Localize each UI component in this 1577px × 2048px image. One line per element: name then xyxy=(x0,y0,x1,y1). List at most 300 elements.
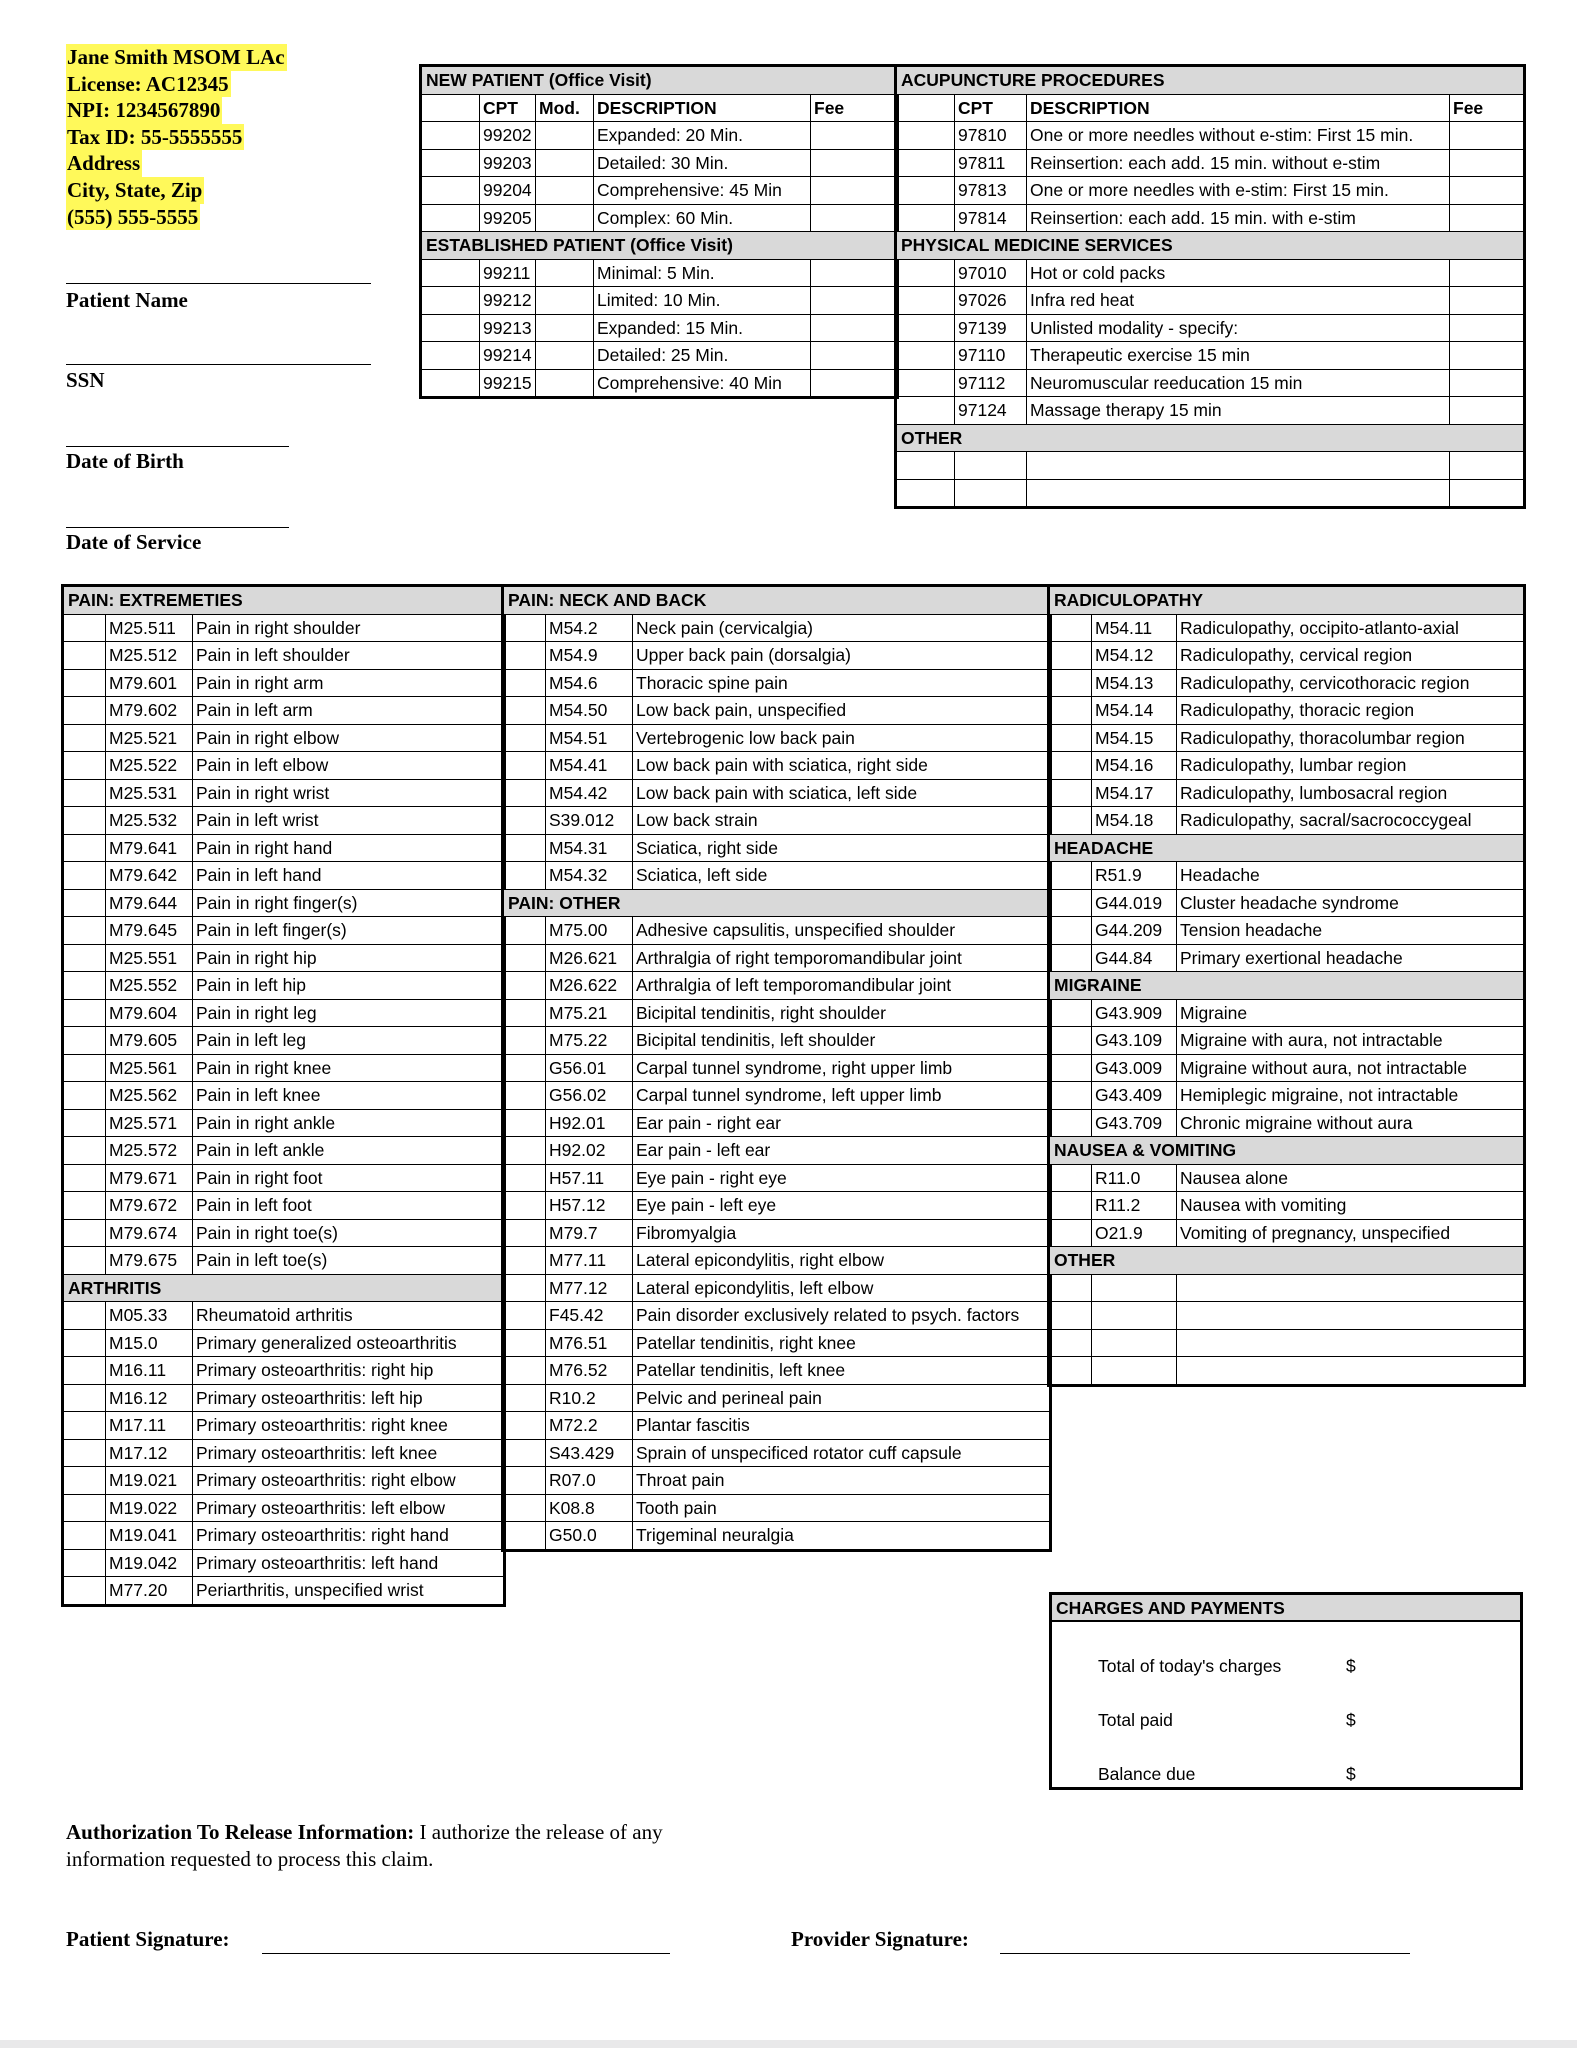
code-cell: M54.9 xyxy=(546,642,633,670)
code-row[interactable] xyxy=(64,697,504,725)
checkbox-cell[interactable] xyxy=(504,1164,546,1192)
checkbox-cell[interactable] xyxy=(1050,1082,1092,1110)
checkbox-cell[interactable] xyxy=(1050,724,1092,752)
code-row[interactable] xyxy=(504,1357,1050,1385)
code-row[interactable] xyxy=(64,1192,504,1220)
checkbox-cell[interactable] xyxy=(64,944,106,972)
description-cell: Carpal tunnel syndrome, left upper limb xyxy=(633,1082,1050,1110)
code-row[interactable] xyxy=(897,397,1524,425)
total-paid-value[interactable]: $ xyxy=(1346,1710,1356,1730)
blank-fee-cell[interactable] xyxy=(1450,452,1524,480)
blank-code-cell[interactable] xyxy=(955,479,1027,507)
checkbox-cell[interactable] xyxy=(504,1109,546,1137)
code-row[interactable] xyxy=(1050,1164,1524,1192)
code-row[interactable] xyxy=(64,1109,504,1137)
code-row[interactable] xyxy=(64,1467,504,1495)
dob-line[interactable] xyxy=(66,446,289,447)
code-row[interactable] xyxy=(64,1082,504,1110)
blank-code-cell[interactable] xyxy=(1092,1302,1177,1330)
checkbox-cell[interactable] xyxy=(64,1412,106,1440)
blank-check-cell[interactable] xyxy=(1050,1329,1092,1357)
checkbox-cell[interactable] xyxy=(64,834,106,862)
checkbox-cell[interactable] xyxy=(1050,779,1092,807)
fee-cell[interactable] xyxy=(811,342,897,370)
checkbox-cell[interactable] xyxy=(897,177,955,205)
blank-row[interactable] xyxy=(1050,1302,1524,1330)
code-row[interactable] xyxy=(64,614,504,642)
blank-row[interactable] xyxy=(1050,1274,1524,1302)
blank-desc-cell[interactable] xyxy=(1177,1274,1524,1302)
checkbox-cell[interactable] xyxy=(64,614,106,642)
code-row[interactable] xyxy=(64,834,504,862)
code-row[interactable] xyxy=(64,669,504,697)
checkbox-cell[interactable] xyxy=(1050,1164,1092,1192)
code-row[interactable] xyxy=(504,917,1050,945)
fee-cell[interactable] xyxy=(1450,397,1524,425)
modifier-cell[interactable] xyxy=(536,149,594,177)
code-cell: M79.605 xyxy=(106,1027,193,1055)
blank-code-cell[interactable] xyxy=(955,452,1027,480)
code-row[interactable] xyxy=(64,917,504,945)
checkbox-cell[interactable] xyxy=(504,1027,546,1055)
checkbox-cell[interactable] xyxy=(64,1549,106,1577)
code-row[interactable] xyxy=(64,724,504,752)
code-row[interactable] xyxy=(897,204,1524,232)
col-cpt: CPT xyxy=(480,94,536,122)
description-cell: Primary osteoarthritis: left knee xyxy=(193,1439,504,1467)
checkbox-cell[interactable] xyxy=(504,697,546,725)
checkbox-cell[interactable] xyxy=(1050,1054,1092,1082)
provider-signature-line[interactable] xyxy=(1000,1953,1410,1954)
description-cell: Vomiting of pregnancy, unspecified xyxy=(1177,1219,1524,1247)
blank-code-cell[interactable] xyxy=(1092,1329,1177,1357)
checkbox-cell[interactable] xyxy=(64,1357,106,1385)
checkbox-cell[interactable] xyxy=(64,642,106,670)
checkbox-cell[interactable] xyxy=(897,204,955,232)
code-row[interactable] xyxy=(64,999,504,1027)
fee-cell[interactable] xyxy=(1450,149,1524,177)
checkbox-cell[interactable] xyxy=(64,1054,106,1082)
fee-cell[interactable] xyxy=(811,314,897,342)
code-row[interactable] xyxy=(504,1384,1050,1412)
checkbox-cell[interactable] xyxy=(422,369,480,397)
blank-desc-cell[interactable] xyxy=(1027,479,1450,507)
code-cell: M25.562 xyxy=(106,1082,193,1110)
code-row[interactable] xyxy=(504,614,1050,642)
description-cell: Pain in left foot xyxy=(193,1192,504,1220)
description-cell: Sciatica, left side xyxy=(633,862,1050,890)
checkbox-cell[interactable] xyxy=(504,614,546,642)
code-row[interactable] xyxy=(504,642,1050,670)
code-row[interactable] xyxy=(1050,1027,1524,1055)
blank-code-cell[interactable] xyxy=(1092,1274,1177,1302)
checkbox-cell[interactable] xyxy=(504,779,546,807)
checkbox-cell[interactable] xyxy=(1050,614,1092,642)
code-row[interactable] xyxy=(1050,669,1524,697)
checkbox-cell[interactable] xyxy=(64,1439,106,1467)
checkbox-cell[interactable] xyxy=(504,1219,546,1247)
code-row[interactable] xyxy=(64,1219,504,1247)
checkbox-cell[interactable] xyxy=(504,807,546,835)
code-row[interactable] xyxy=(64,1577,504,1605)
code-row[interactable] xyxy=(504,669,1050,697)
checkbox-cell[interactable] xyxy=(504,1412,546,1440)
code-row[interactable] xyxy=(1050,917,1524,945)
checkbox-cell[interactable] xyxy=(504,1274,546,1302)
modifier-cell[interactable] xyxy=(536,204,594,232)
fee-cell[interactable] xyxy=(811,177,897,205)
checkbox-cell[interactable] xyxy=(504,917,546,945)
code-row[interactable] xyxy=(897,122,1524,150)
code-row[interactable] xyxy=(504,752,1050,780)
blank-desc-cell[interactable] xyxy=(1177,1302,1524,1330)
code-row[interactable] xyxy=(897,287,1524,315)
code-row[interactable] xyxy=(504,972,1050,1000)
code-row[interactable] xyxy=(1050,1109,1524,1137)
dos-line[interactable] xyxy=(66,527,289,528)
description-cell: Cluster headache syndrome xyxy=(1177,889,1524,917)
code-row[interactable] xyxy=(64,752,504,780)
checkbox-cell[interactable] xyxy=(422,259,480,287)
code-row[interactable] xyxy=(422,369,897,397)
code-cell: M25.561 xyxy=(106,1054,193,1082)
code-row[interactable] xyxy=(1050,642,1524,670)
modifier-cell[interactable] xyxy=(536,122,594,150)
checkbox-cell[interactable] xyxy=(1050,1027,1092,1055)
blank-desc-cell[interactable] xyxy=(1177,1357,1524,1385)
code-row[interactable] xyxy=(504,1247,1050,1275)
blank-check-cell[interactable] xyxy=(1050,1274,1092,1302)
code-cell: M79.645 xyxy=(106,917,193,945)
code-row[interactable] xyxy=(504,1137,1050,1165)
checkbox-cell[interactable] xyxy=(504,1384,546,1412)
code-row[interactable] xyxy=(1050,1082,1524,1110)
code-row[interactable] xyxy=(1050,614,1524,642)
checkbox-cell[interactable] xyxy=(504,1192,546,1220)
code-row[interactable] xyxy=(1050,1192,1524,1220)
code-cell: M54.41 xyxy=(546,752,633,780)
checkbox-cell[interactable] xyxy=(504,1137,546,1165)
code-row[interactable] xyxy=(1050,889,1524,917)
blank-check-cell[interactable] xyxy=(1050,1357,1092,1385)
code-row[interactable] xyxy=(1050,999,1524,1027)
checkbox-cell[interactable] xyxy=(64,779,106,807)
checkbox-cell[interactable] xyxy=(64,999,106,1027)
checkbox-cell[interactable] xyxy=(64,889,106,917)
code-row[interactable] xyxy=(504,944,1050,972)
fee-cell[interactable] xyxy=(811,287,897,315)
blank-check-cell[interactable] xyxy=(1050,1302,1092,1330)
checkbox-cell[interactable] xyxy=(422,122,480,150)
checkbox-cell[interactable] xyxy=(1050,752,1092,780)
modifier-cell[interactable] xyxy=(536,314,594,342)
fee-cell[interactable] xyxy=(1450,177,1524,205)
blank-check-cell[interactable] xyxy=(897,452,955,480)
modifier-cell[interactable] xyxy=(536,369,594,397)
description-cell: Nausea alone xyxy=(1177,1164,1524,1192)
checkbox-cell[interactable] xyxy=(504,944,546,972)
code-row[interactable] xyxy=(1050,944,1524,972)
code-row[interactable] xyxy=(64,1494,504,1522)
checkbox-cell[interactable] xyxy=(897,259,955,287)
fee-cell[interactable] xyxy=(1450,122,1524,150)
checkbox-cell[interactable] xyxy=(504,1494,546,1522)
checkbox-cell[interactable] xyxy=(64,1467,106,1495)
checkbox-cell[interactable] xyxy=(504,1439,546,1467)
checkbox-cell[interactable] xyxy=(64,972,106,1000)
blank-desc-cell[interactable] xyxy=(1027,452,1450,480)
code-row[interactable] xyxy=(504,1522,1050,1550)
checkbox-cell[interactable] xyxy=(64,1137,106,1165)
code-row[interactable] xyxy=(504,1082,1050,1110)
checkbox-cell[interactable] xyxy=(897,369,955,397)
checkbox-cell xyxy=(897,94,955,122)
checkbox-cell[interactable] xyxy=(422,287,480,315)
code-row[interactable] xyxy=(64,1054,504,1082)
fee-cell[interactable] xyxy=(1450,369,1524,397)
ssn-line[interactable] xyxy=(66,364,371,365)
patient-name-line[interactable] xyxy=(66,283,371,284)
description-cell: Radiculopathy, sacral/sacrococcygeal xyxy=(1177,807,1524,835)
checkbox-cell[interactable] xyxy=(897,122,955,150)
checkbox-cell[interactable] xyxy=(64,1109,106,1137)
checkbox-cell[interactable] xyxy=(1050,1109,1092,1137)
code-row[interactable] xyxy=(64,1164,504,1192)
checkbox-cell[interactable] xyxy=(504,1054,546,1082)
code-row[interactable] xyxy=(1050,807,1524,835)
checkbox-cell[interactable] xyxy=(1050,669,1092,697)
code-row[interactable] xyxy=(64,1522,504,1550)
fee-cell[interactable] xyxy=(811,204,897,232)
code-row[interactable] xyxy=(422,177,897,205)
checkbox-cell[interactable] xyxy=(504,1082,546,1110)
checkbox-cell[interactable] xyxy=(897,149,955,177)
checkbox-cell[interactable] xyxy=(64,1384,106,1412)
code-row[interactable] xyxy=(897,259,1524,287)
code-row[interactable] xyxy=(504,807,1050,835)
code-row[interactable] xyxy=(1050,724,1524,752)
code-row[interactable] xyxy=(504,1494,1050,1522)
checkbox-cell[interactable] xyxy=(1050,917,1092,945)
code-row[interactable] xyxy=(1050,697,1524,725)
code-row[interactable] xyxy=(64,1137,504,1165)
checkbox-cell[interactable] xyxy=(64,724,106,752)
checkbox-cell[interactable] xyxy=(1050,642,1092,670)
checkbox-cell[interactable] xyxy=(64,1494,106,1522)
code-row[interactable] xyxy=(504,1192,1050,1220)
checkbox-cell[interactable] xyxy=(897,397,955,425)
code-row[interactable] xyxy=(64,1329,504,1357)
code-row[interactable] xyxy=(1050,1219,1524,1247)
checkbox-cell[interactable] xyxy=(422,149,480,177)
blank-desc-cell[interactable] xyxy=(1177,1329,1524,1357)
checkbox-cell[interactable] xyxy=(504,752,546,780)
code-row[interactable] xyxy=(422,314,897,342)
checkbox-cell[interactable] xyxy=(504,834,546,862)
code-row[interactable] xyxy=(64,972,504,1000)
fee-cell[interactable] xyxy=(1450,314,1524,342)
code-row[interactable] xyxy=(504,1439,1050,1467)
checkbox-cell[interactable] xyxy=(64,1027,106,1055)
code-row[interactable] xyxy=(64,1357,504,1385)
checkbox-cell[interactable] xyxy=(64,1522,106,1550)
checkbox-cell[interactable] xyxy=(1050,944,1092,972)
modifier-cell[interactable] xyxy=(536,342,594,370)
code-row[interactable] xyxy=(64,889,504,917)
code-row[interactable] xyxy=(64,944,504,972)
checkbox-cell[interactable] xyxy=(64,862,106,890)
checkbox-cell[interactable] xyxy=(64,1164,106,1192)
checkbox-cell[interactable] xyxy=(64,1192,106,1220)
code-row[interactable] xyxy=(504,697,1050,725)
code-row[interactable] xyxy=(504,724,1050,752)
code-row[interactable] xyxy=(64,779,504,807)
fee-cell[interactable] xyxy=(811,259,897,287)
modifier-cell[interactable] xyxy=(536,177,594,205)
checkbox-cell[interactable] xyxy=(422,342,480,370)
checkbox-cell[interactable] xyxy=(64,1219,106,1247)
code-row[interactable] xyxy=(64,1549,504,1577)
checkbox-cell[interactable] xyxy=(64,669,106,697)
checkbox-cell[interactable] xyxy=(64,752,106,780)
fee-cell[interactable] xyxy=(811,122,897,150)
code-row[interactable] xyxy=(64,1384,504,1412)
checkbox-cell[interactable] xyxy=(504,1357,546,1385)
checkbox-cell[interactable] xyxy=(897,314,955,342)
code-row[interactable] xyxy=(64,807,504,835)
code-row[interactable] xyxy=(422,287,897,315)
blank-fee-cell[interactable] xyxy=(1450,479,1524,507)
code-row[interactable] xyxy=(1050,862,1524,890)
checkbox-cell[interactable] xyxy=(504,724,546,752)
code-row[interactable] xyxy=(1050,1054,1524,1082)
provider-city: City, State, Zip xyxy=(67,177,203,202)
checkbox-cell[interactable] xyxy=(504,999,546,1027)
code-row[interactable] xyxy=(504,1054,1050,1082)
fee-cell[interactable] xyxy=(811,369,897,397)
checkbox-cell[interactable] xyxy=(64,1247,106,1275)
blank-row[interactable] xyxy=(897,479,1524,507)
checkbox-cell[interactable] xyxy=(64,1577,106,1605)
description-cell: Primary osteoarthritis: right hand xyxy=(193,1522,504,1550)
blank-code-cell[interactable] xyxy=(1092,1357,1177,1385)
checkbox-cell[interactable] xyxy=(504,862,546,890)
description-cell: Primary osteoarthritis: right elbow xyxy=(193,1467,504,1495)
checkbox-cell[interactable] xyxy=(422,177,480,205)
patient-signature-line[interactable] xyxy=(262,1953,670,1954)
code-row[interactable] xyxy=(422,204,897,232)
checkbox-cell[interactable] xyxy=(897,287,955,315)
code-row[interactable] xyxy=(422,122,897,150)
code-row[interactable] xyxy=(64,1412,504,1440)
code-row[interactable] xyxy=(64,862,504,890)
code-row[interactable] xyxy=(422,259,897,287)
checkbox-cell[interactable] xyxy=(1050,1219,1092,1247)
blank-row[interactable] xyxy=(1050,1329,1524,1357)
code-row[interactable] xyxy=(504,1302,1050,1330)
checkbox-cell xyxy=(422,94,480,122)
code-row[interactable] xyxy=(897,369,1524,397)
code-row[interactable] xyxy=(64,1302,504,1330)
code-cell: M76.52 xyxy=(546,1357,633,1385)
checkbox-cell[interactable] xyxy=(64,1302,106,1330)
checkbox-cell[interactable] xyxy=(504,1467,546,1495)
code-row[interactable] xyxy=(64,1027,504,1055)
checkbox-cell[interactable] xyxy=(64,1082,106,1110)
code-row[interactable] xyxy=(504,1027,1050,1055)
code-row[interactable] xyxy=(897,314,1524,342)
code-row[interactable] xyxy=(1050,779,1524,807)
blank-row[interactable] xyxy=(897,452,1524,480)
code-row[interactable] xyxy=(897,149,1524,177)
code-row[interactable] xyxy=(504,779,1050,807)
checkbox-cell[interactable] xyxy=(504,1247,546,1275)
checkbox-cell[interactable] xyxy=(504,972,546,1000)
code-row[interactable] xyxy=(504,1164,1050,1192)
checkbox-cell[interactable] xyxy=(504,1302,546,1330)
checkbox-cell[interactable] xyxy=(1050,999,1092,1027)
code-row[interactable] xyxy=(504,1329,1050,1357)
checkbox-cell[interactable] xyxy=(1050,697,1092,725)
checkbox-cell[interactable] xyxy=(1050,1192,1092,1220)
checkbox-cell[interactable] xyxy=(1050,862,1092,890)
code-row[interactable] xyxy=(422,149,897,177)
fee-cell[interactable] xyxy=(811,149,897,177)
checkbox-cell[interactable] xyxy=(422,314,480,342)
checkbox-cell[interactable] xyxy=(504,1329,546,1357)
checkbox-cell[interactable] xyxy=(504,1522,546,1550)
fee-cell[interactable] xyxy=(1450,342,1524,370)
blank-row[interactable] xyxy=(1050,1357,1524,1385)
checkbox-cell[interactable] xyxy=(1050,889,1092,917)
description-cell: Massage therapy 15 min xyxy=(1027,397,1450,425)
balance-due-value[interactable]: $ xyxy=(1346,1764,1356,1784)
code-row[interactable] xyxy=(422,342,897,370)
code-row[interactable] xyxy=(897,177,1524,205)
checkbox-cell[interactable] xyxy=(1050,807,1092,835)
modifier-cell[interactable] xyxy=(536,287,594,315)
code-row[interactable] xyxy=(504,1109,1050,1137)
fee-cell[interactable] xyxy=(1450,287,1524,315)
code-row[interactable] xyxy=(64,1439,504,1467)
code-row[interactable] xyxy=(504,1274,1050,1302)
checkbox-cell[interactable] xyxy=(504,642,546,670)
code-row[interactable] xyxy=(504,1467,1050,1495)
code-row[interactable] xyxy=(1050,752,1524,780)
checkbox-cell[interactable] xyxy=(64,917,106,945)
code-row[interactable] xyxy=(64,642,504,670)
code-row[interactable] xyxy=(897,342,1524,370)
checkbox-cell[interactable] xyxy=(422,204,480,232)
code-row[interactable] xyxy=(504,862,1050,890)
fee-cell[interactable] xyxy=(1450,204,1524,232)
checkbox-cell[interactable] xyxy=(64,1329,106,1357)
code-row[interactable] xyxy=(504,834,1050,862)
code-row[interactable] xyxy=(64,1247,504,1275)
total-charges-value[interactable]: $ xyxy=(1346,1656,1356,1676)
modifier-cell[interactable] xyxy=(536,259,594,287)
checkbox-cell[interactable] xyxy=(64,697,106,725)
code-row[interactable] xyxy=(504,999,1050,1027)
blank-check-cell[interactable] xyxy=(897,479,955,507)
provider-license: License: AC12345 xyxy=(67,71,229,96)
checkbox-cell[interactable] xyxy=(504,669,546,697)
code-row[interactable] xyxy=(504,1219,1050,1247)
checkbox-cell[interactable] xyxy=(64,807,106,835)
code-row[interactable] xyxy=(504,1412,1050,1440)
checkbox-cell[interactable] xyxy=(897,342,955,370)
fee-cell[interactable] xyxy=(1450,259,1524,287)
